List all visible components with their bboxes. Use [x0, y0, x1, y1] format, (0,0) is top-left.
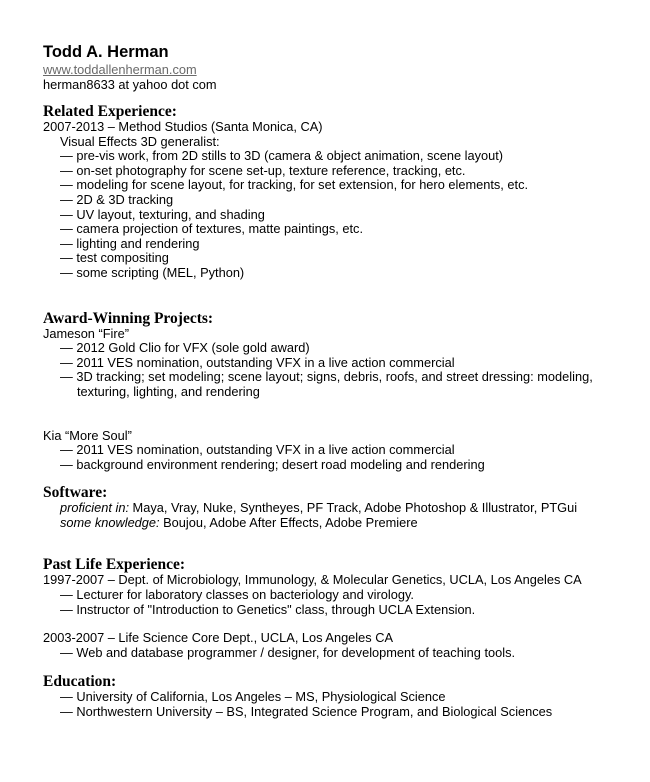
- project-title: Kia “More Soul”: [43, 427, 132, 443]
- related-item: — on-set photography for scene set-up, texture reference, tracking, etc.: [60, 162, 466, 178]
- project-item: — 3D tracking; set modeling; scene layout; signs, debris, roofs, and street dressing: modeling,: [60, 369, 593, 385]
- knowledge-text: Boujou, Adobe After Effects, Adobe Premiere: [159, 514, 418, 530]
- past-experience-heading: Past Life Experience:: [43, 556, 186, 574]
- related-item: — lighting and rendering: [60, 235, 200, 251]
- education-heading: Education:: [43, 673, 117, 691]
- software-knowledge-line: [43, 516, 633, 531]
- project-item: — 2011 VES nomination, outstanding VFX in a live action commercial: [60, 442, 455, 458]
- related-role-line: Visual Effects 3D generalist:: [60, 133, 220, 149]
- related-item: — modeling for scene layout, for tracking, for set extension, for hero elements, etc.: [60, 177, 529, 193]
- software-proficient-line: [43, 501, 633, 516]
- education-item: — Northwestern University – BS, Integrated Science Program, and Biological Sciences: [60, 704, 553, 720]
- email-text: herman8633 at yahoo dot com: [43, 77, 217, 92]
- related-item: — pre-vis work, from 2D stills to 3D (camera & object animation, scene layout): [60, 148, 504, 164]
- related-item: — camera projection of textures, matte paintings, etc.: [60, 221, 364, 237]
- related-job-line: 2007-2013 – Method Studios (Santa Monica, CA): [43, 119, 323, 134]
- project-item: — background environment rendering; desert road modeling and rendering: [60, 456, 485, 472]
- project-title: Jameson “Fire”: [43, 325, 130, 341]
- awards-heading: Award-Winning Projects:: [43, 309, 214, 327]
- software-heading: Software:: [43, 484, 108, 502]
- related-item: — some scripting (MEL, Python): [60, 264, 245, 280]
- knowledge-label: some knowledge:: [60, 514, 160, 530]
- related-experience-heading: Related Experience:: [43, 103, 177, 120]
- past-item: — Web and database programmer / designer, for development of teaching tools.: [60, 644, 516, 660]
- project-item: — 2011 VES nomination, outstanding VFX in a live action commercial: [60, 354, 455, 370]
- related-item: — 2D & 3D tracking: [60, 191, 174, 207]
- education-item: — University of California, Los Angeles – MS, Physiological Science: [60, 689, 446, 705]
- past-job-line: 1997-2007 – Dept. of Microbiology, Immunology, & Molecular Genetics, UCLA, Los Angeles CA: [43, 572, 582, 588]
- past-item: — Instructor of "Introduction to Genetics" class, through UCLA Extension.: [60, 601, 476, 617]
- proficient-text: Maya, Vray, Nuke, Syntheyes, PF Track, Adobe Photoshop & Illustrator, PTGui: [129, 500, 578, 516]
- resume-name: Todd A. Herman: [43, 43, 169, 61]
- related-item: — UV layout, texturing, and shading: [60, 206, 265, 222]
- proficient-label: proficient in:: [60, 500, 129, 516]
- related-item: — test compositing: [60, 250, 169, 266]
- resume-page: [43, 43, 633, 720]
- past-item: — Lecturer for laboratory classes on bacteriology and virology.: [60, 587, 414, 603]
- project-item: — 2012 Gold Clio for VFX (sole gold award): [60, 340, 310, 356]
- website-link[interactable]: www.toddallenherman.com: [43, 62, 197, 77]
- project-item-continuation: texturing, lighting, and rendering: [77, 383, 260, 399]
- past-job-line: 2003-2007 – Life Science Core Dept., UCLA, Los Angeles CA: [43, 630, 393, 646]
